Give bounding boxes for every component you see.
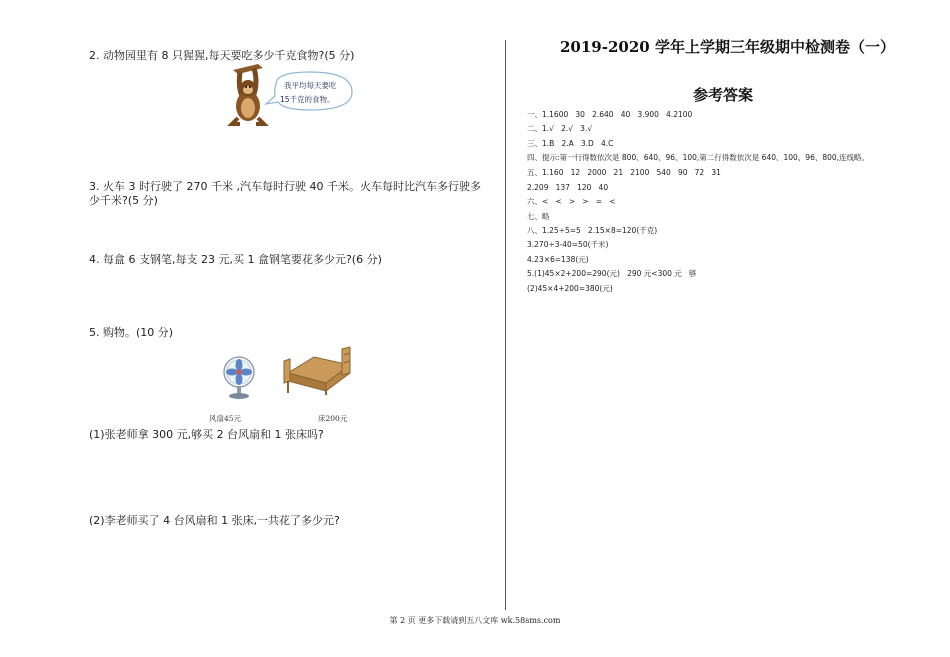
answer-line: (2)45×4+200=380(元) (527, 284, 613, 293)
speech-line-1: 我平均每天要吃 (284, 81, 337, 90)
page-footer: 第 2 页 更多下载请到五八文库 wk.58sms.com (389, 616, 561, 625)
answer-line: 3.270÷3-40=50(千米) (527, 240, 609, 249)
answer-line: 七、略 (527, 212, 550, 221)
answer-line: 5.(1)45×2+200=290(元) 290 元<300 元 够 (527, 269, 697, 278)
answer-line: 八、1.25÷5=5 2.15×8=120(千克) (527, 226, 658, 235)
bed-price-caption: 床200元 (318, 414, 348, 423)
question-2: 2. 动物园里有 8 只猩猩,每天要吃多少千克食物?(5 分) (89, 49, 355, 62)
question-5-1: (1)张老师拿 300 元,够买 2 台风扇和 1 张床吗? (89, 428, 324, 441)
fan-image (219, 354, 263, 404)
bed-image (280, 343, 355, 395)
question-3-line-1: 3. 火车 3 时行驶了 270 千米 ,汽车每时行驶 40 千米。火车每时比汽车多行驶多 (89, 180, 481, 193)
question-5-2: (2)李老师买了 4 台风扇和 1 张床,一共花了多少元? (89, 514, 340, 527)
question-3-line-2: 少千米?(5 分) (89, 194, 158, 207)
answer-key-heading: 参考答案 (693, 86, 754, 104)
monkey-illustration (218, 62, 358, 127)
column-divider (505, 40, 506, 610)
answer-line: 六、< < > > = < (527, 197, 616, 206)
answer-line: 4.23×6=138(元) (527, 255, 589, 264)
question-4: 4. 每盒 6 支钢笔,每支 23 元,买 1 盒钢笔要花多少元?(6 分) (89, 253, 382, 266)
answer-line: 二、1.√ 2.√ 3.√ (527, 124, 593, 133)
answer-line: 三、1.B 2.A 3.D 4.C (527, 139, 614, 148)
speech-line-2: 15千克的食物。 (280, 95, 335, 104)
answer-line: 一、1.1600 30 2.640 40 3.900 4.2100 (527, 110, 693, 119)
answer-line: 四、提示:第一行得数依次是 800、640、96、100,第二行得数依次是 640、100、96、800,连线略。 (527, 153, 870, 162)
answer-line: 五、1.160 12 2000 21 2100 540 90 72 31 (527, 168, 721, 177)
answer-line: 2.209 137 120 40 (527, 183, 609, 192)
page-title: 2019-2020 学年上学期三年级期中检测卷（一） (560, 38, 895, 56)
fan-price-caption: 风扇45元 (209, 414, 242, 423)
question-5: 5. 购物。(10 分) (89, 326, 174, 339)
